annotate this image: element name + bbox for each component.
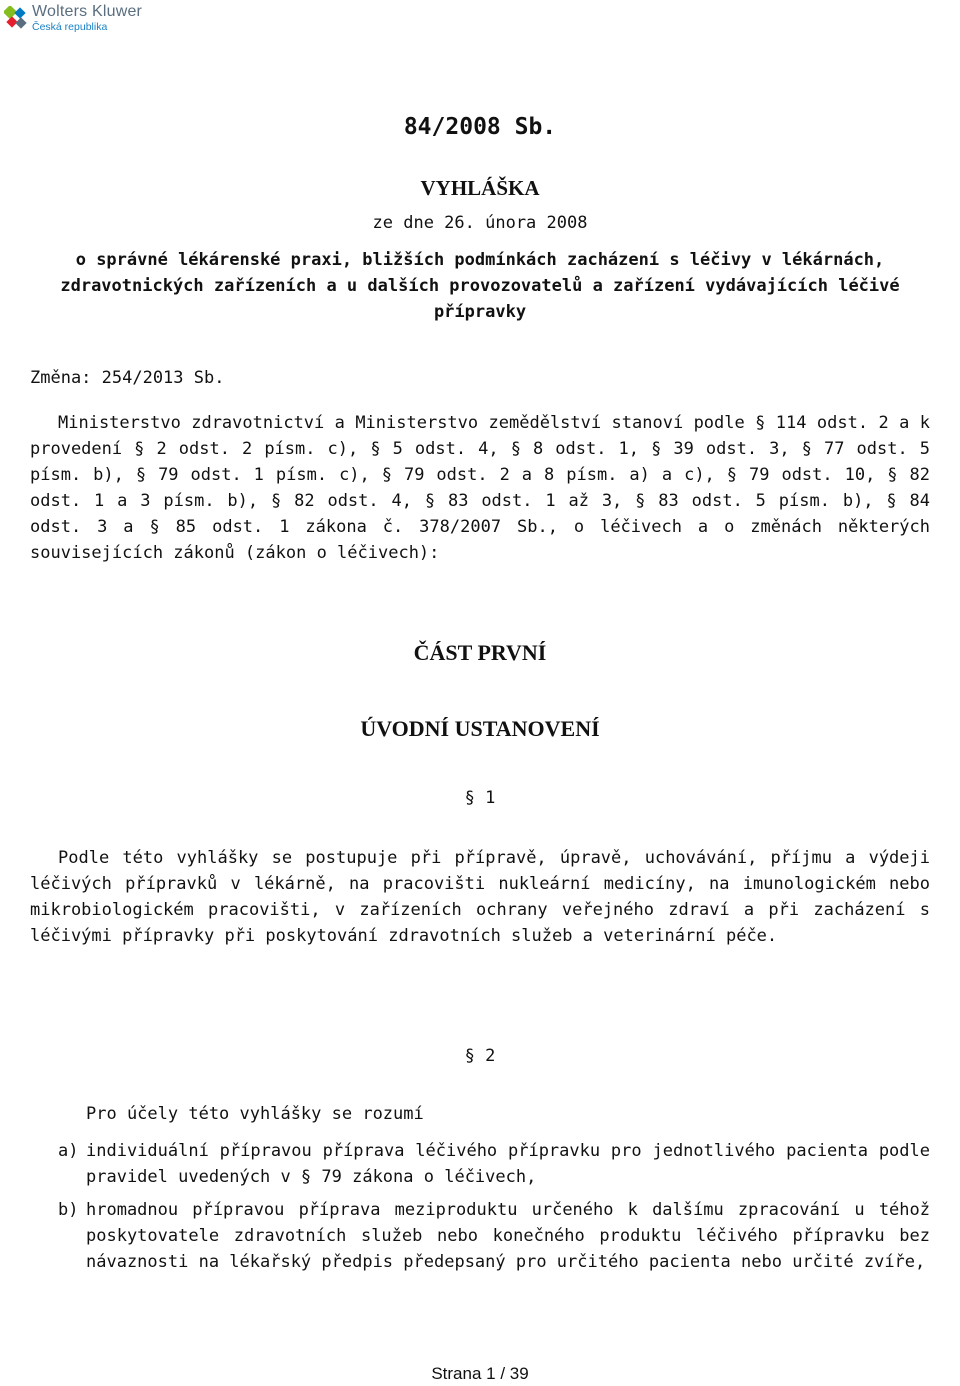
brand-name: Wolters Kluwer xyxy=(32,3,143,20)
definition-item xyxy=(58,1197,930,1275)
section-1-label: § 1 xyxy=(464,788,496,808)
part-subtitle: ÚVODNÍ USTANOVENÍ xyxy=(360,716,600,741)
brand-region: Česká republika xyxy=(32,21,108,33)
item-letter: a) xyxy=(58,1141,79,1161)
publisher-logo xyxy=(4,4,142,33)
document-number: 84/2008 Sb. xyxy=(403,114,557,140)
section-2-label: § 2 xyxy=(464,1046,496,1066)
preamble: Ministerstvo zdravotnictví a Ministerstvo zemědělství stanoví podle § 114 odst. 2 a k provedení § 2 odst. 2 písm. c), § 5 odst. 4, § 8 odst. 1, § 39 odst. 3, § 77 odst. 5 písm. b), § 79 odst. 1 písm. c), § 79 odst. 2 a 8 písm. a) a c), § 79 odst. 10, § 82 odst. 1 a 3 písm. b), § 82 odst. 4, § 83 odst. 1 až 3, § 83 odst. 5 písm. b), § 84 odst. 3 a § 85 odst. 1 zákona č. 378/2007 Sb., o léčivech a o změnách některých souvisejících zákonů (zákon o léčivech): xyxy=(30,413,930,563)
item-text: individuální přípravou příprava léčivého přípravku pro jednotlivého pacienta podle pravidel uvedených v § 79 zákona o léčivech, xyxy=(86,1141,930,1187)
document-subject: o správné lékárenské praxi, bližších podmínkách zacházení s léčivy v lékárnách, zdravotnických zařízeních a u dalších provozovatelů a zařízení vydávajících léčivé přípravky xyxy=(60,250,900,322)
wolters-kluwer-logo-icon xyxy=(4,6,28,30)
item-letter: b) xyxy=(58,1200,79,1220)
item-text: hromadnou přípravou příprava meziproduktu určeného k dalšímu zpracování u téhož poskytovatele zdravotních služeb nebo konečného produktu léčivého přípravku bez návaznosti na lékařský předpis předepsaný pro určitého pacienta nebo určité zvíře, xyxy=(86,1200,930,1272)
document-type: VYHLÁŠKA xyxy=(420,176,540,200)
page-number: Strana 1 / 39 xyxy=(431,1364,529,1383)
section-1-text: Podle této vyhlášky se postupuje při přípravě, úpravě, uchovávání, příjmu a výdeji léčivých přípravků v lékárně, na pracovišti nukleární medicíny, na imunologickém nebo mikrobiologickém pracovišti, v zařízeních ochrany veřejného zdraví a při zacházení s léčivými přípravky při poskytování zdravotních služeb a veterinární péče. xyxy=(30,848,930,946)
document-date: ze dne 26. února 2008 xyxy=(372,213,588,233)
definition-item xyxy=(58,1138,930,1190)
section-2-lead: Pro účely této vyhlášky se rozumí xyxy=(86,1104,424,1124)
amendment-note: Změna: 254/2013 Sb. xyxy=(30,368,225,388)
part-title: ČÁST PRVNÍ xyxy=(413,640,547,665)
